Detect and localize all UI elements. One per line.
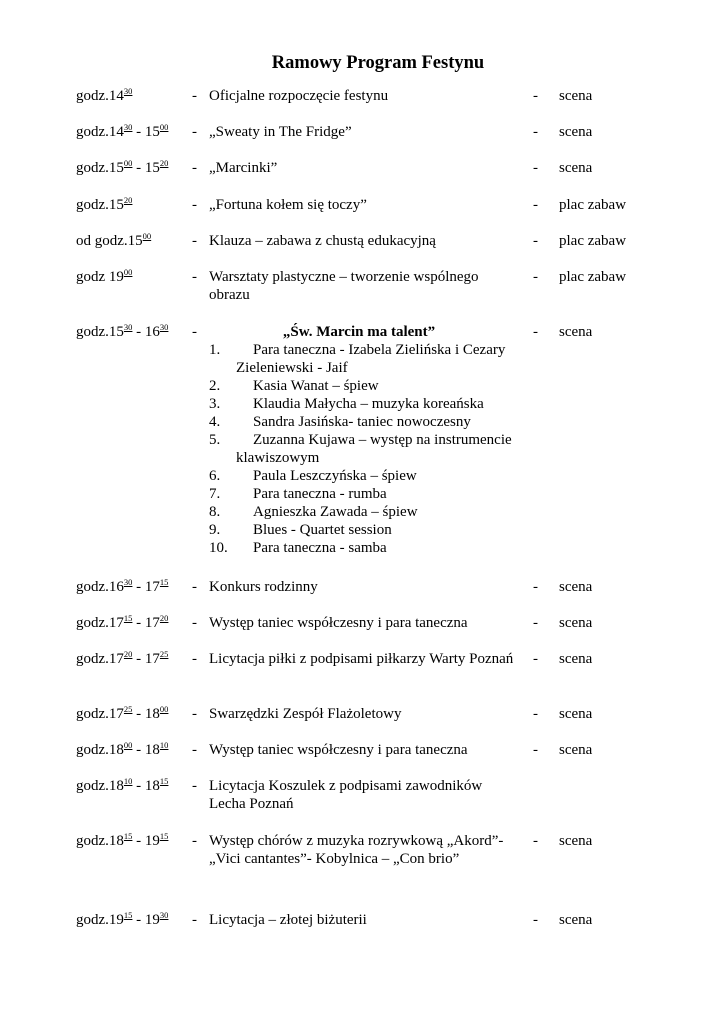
separator-dash: -	[533, 615, 538, 631]
event-place: plac zabaw	[559, 233, 627, 249]
time-cell: $godz.15^{30} - 16^{30}$	[76, 322, 169, 340]
list-item: 1. Para taneczna - Izabela Zielińska i Cezary Zieleniewski - Jaif	[209, 342, 506, 376]
separator-dash: -	[192, 833, 197, 849]
event-place: scena	[559, 706, 593, 722]
event-description: Licytacja piłki z podpisami piłkarzy Warty Poznań	[209, 651, 514, 667]
event-description: Warsztaty plastyczne – tworzenie wspólnego obrazu	[209, 269, 479, 303]
separator-dash: -	[192, 124, 197, 140]
separator-dash: -	[192, 706, 197, 722]
time-cell: $godz.19^{15} - 19^{30}$	[76, 910, 169, 928]
separator-dash: -	[192, 651, 197, 667]
list-item: 7. Para taneczna - rumba	[209, 486, 387, 502]
event-place: scena	[559, 124, 593, 140]
time-cell: $godz.14^{30}$	[76, 86, 133, 104]
separator-dash: -	[192, 269, 197, 285]
separator-dash: -	[192, 160, 197, 176]
separator-dash: -	[533, 706, 538, 722]
list-item: 4. Sandra Jasińska- taniec nowoczesny	[209, 414, 471, 430]
separator-dash: -	[192, 778, 197, 794]
event-place: scena	[559, 324, 593, 340]
event-place: scena	[559, 615, 593, 631]
event-description: Występ chórów z muzyka rozrywkową „Akord”-„Vici cantantes”- Kobylnica – „Con brio”	[209, 833, 504, 867]
separator-dash: -	[192, 742, 197, 758]
time-cell: $godz.18^{10} - 18^{15}$	[76, 776, 169, 794]
separator-dash: -	[533, 160, 538, 176]
list-item: 2. Kasia Wanat – śpiew	[209, 378, 379, 394]
event-description: Klauza – zabawa z chustą edukacyjną	[209, 233, 436, 249]
event-description: „Marcinki”	[209, 160, 278, 176]
time-cell: $godz.16^{30} - 17^{15}$	[76, 577, 169, 595]
performer-list	[209, 341, 519, 557]
event-description: Licytacja Koszulek z podpisami zawodników Lecha Poznań	[209, 778, 483, 812]
list-item: 9. Blues - Quartet session	[209, 522, 392, 538]
event-description: „Sweaty in The Fridge”	[209, 124, 352, 140]
event-place: scena	[559, 651, 593, 667]
separator-dash: -	[533, 324, 538, 340]
separator-dash: -	[192, 579, 197, 595]
event-place: plac zabaw	[559, 269, 627, 285]
event-place: scena	[559, 88, 593, 104]
separator-dash: -	[533, 233, 538, 249]
separator-dash: -	[533, 124, 538, 140]
list-item: 10. Para taneczna - samba	[209, 540, 387, 556]
event-description: Występ taniec współczesny i para taneczna	[209, 615, 468, 631]
separator-dash: -	[192, 615, 197, 631]
event-description: Swarzędzki Zespół Flażoletowy	[209, 706, 402, 722]
time-cell: $godz.17^{25} - 18^{00}$	[76, 704, 169, 722]
time-cell: $godz.18^{00} - 18^{10}$	[76, 740, 169, 758]
event-description: Licytacja – złotej biżuterii	[209, 912, 367, 928]
separator-dash: -	[192, 197, 197, 213]
event-description: Występ taniec współczesny i para taneczna	[209, 742, 468, 758]
separator-dash: -	[533, 579, 538, 595]
time-cell: $godz.17^{20} - 17^{25}$	[76, 649, 169, 667]
separator-dash: -	[192, 88, 197, 104]
list-item: 5. Zuzanna Kujawa – występ na instrumencie klawiszowym	[209, 432, 512, 466]
separator-dash: -	[533, 912, 538, 928]
event-place: plac zabaw	[559, 197, 627, 213]
event-place: scena	[559, 742, 593, 758]
time-cell: $godz.18^{15} - 19^{15}$	[76, 831, 169, 849]
separator-dash: -	[192, 233, 197, 249]
event-description: Konkurs rodzinny	[209, 579, 318, 595]
time-cell: $godz.15^{20}$	[76, 195, 133, 213]
separator-dash: -	[192, 912, 197, 928]
time-cell: $godz.14^{30} - 15^{00}$	[76, 122, 169, 140]
separator-dash: -	[533, 269, 538, 285]
time-cell: $godz.17^{15} - 17^{20}$	[76, 613, 169, 631]
event-description: „Fortuna kołem się toczy”	[209, 197, 367, 213]
talent-show-block	[209, 323, 519, 557]
time-cell: od $godz.15^{00}$	[76, 231, 152, 249]
event-place: scena	[559, 579, 593, 595]
time-cell: godz $19^{00}$	[76, 267, 133, 285]
event-place: scena	[559, 833, 593, 849]
list-item: 3. Klaudia Małycha – muzyka koreańska	[209, 396, 484, 412]
separator-dash: -	[533, 88, 538, 104]
time-cell: $godz.15^{00} - 15^{20}$	[76, 158, 169, 176]
event-place: scena	[559, 912, 593, 928]
list-item: 6. Paula Leszczyńska – śpiew	[209, 468, 417, 484]
separator-dash: -	[533, 742, 538, 758]
event-place: scena	[559, 160, 593, 176]
list-item: 8. Agnieszka Zawada – śpiew	[209, 504, 418, 520]
separator-dash: -	[533, 651, 538, 667]
separator-dash: -	[533, 833, 538, 849]
separator-dash: -	[533, 197, 538, 213]
event-description: Oficjalne rozpoczęcie festynu	[209, 88, 389, 104]
talent-show-title: „Św. Marcin ma talent”	[282, 324, 436, 340]
separator-dash: -	[192, 324, 197, 340]
page-title: Ramowy Program Festynu	[271, 53, 485, 73]
